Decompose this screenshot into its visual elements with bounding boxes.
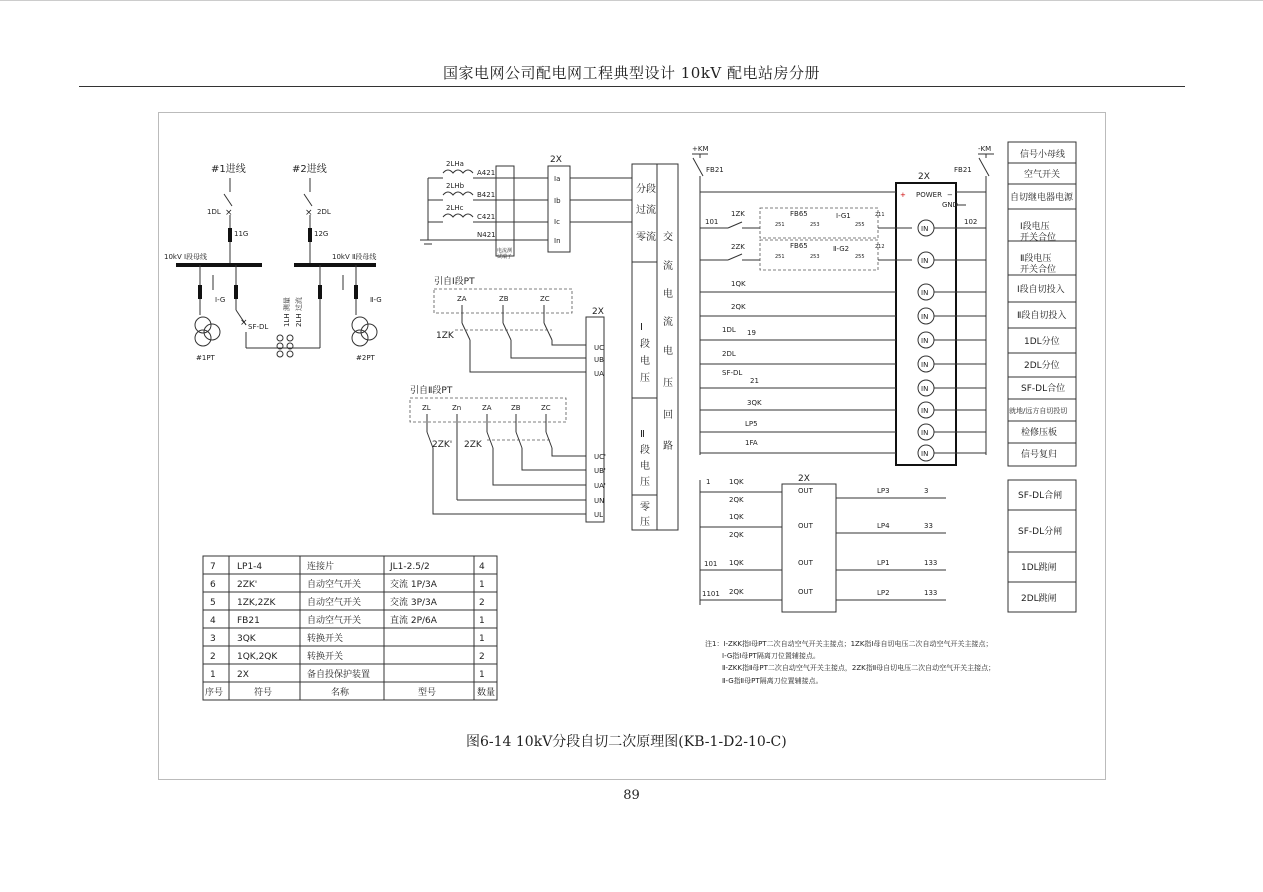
mid-col2-5: 压 bbox=[663, 378, 673, 389]
signal-column bbox=[1008, 142, 1076, 466]
wire-n421: N421 bbox=[477, 231, 496, 239]
in-9: IN bbox=[921, 429, 929, 437]
r3c0: 4 bbox=[210, 616, 216, 626]
ref-pt2: 引自Ⅱ段PT bbox=[410, 386, 453, 396]
mid-col2-2: 电 bbox=[663, 289, 673, 300]
mid-v2-0: Ⅱ bbox=[640, 429, 645, 440]
table-row bbox=[210, 632, 485, 644]
mid-col2-1: 流 bbox=[663, 261, 673, 272]
mid-v2-3: 压 bbox=[640, 477, 650, 488]
notes bbox=[705, 639, 995, 685]
current-block-label: 2X bbox=[550, 155, 562, 165]
svg-text:−: − bbox=[947, 191, 953, 199]
num-133a: 133 bbox=[924, 559, 938, 567]
header-title: 国家电网公司配电网工程典型设计 10kV 配电站房分册 bbox=[442, 64, 821, 82]
r0c4: 4 bbox=[479, 562, 485, 572]
out-qk1a: 1QK bbox=[729, 478, 744, 486]
in-3: IN bbox=[921, 289, 929, 297]
input-ia: Ia bbox=[554, 175, 561, 183]
r1c4: 1 bbox=[479, 580, 485, 590]
phase2-zn: Zn bbox=[452, 404, 462, 412]
t255b: 255 bbox=[855, 254, 865, 260]
t251b: 251 bbox=[775, 254, 785, 260]
out-n1101: 1101 bbox=[702, 590, 720, 598]
num-3: 3 bbox=[924, 487, 929, 495]
ct-2lhb: 2LHb bbox=[446, 182, 465, 190]
in-2: IN bbox=[921, 257, 929, 265]
dc-block-label: 2X bbox=[918, 172, 930, 182]
out-1: OUT bbox=[798, 487, 813, 495]
signal-7: 1DL分位 bbox=[1024, 337, 1060, 347]
table-row bbox=[210, 668, 485, 680]
dc-circuit bbox=[692, 145, 994, 465]
mid-col1-1: 过流 bbox=[636, 205, 656, 216]
svg-text:+: + bbox=[900, 191, 906, 199]
primary-one-line bbox=[164, 162, 382, 362]
pt1-label: #1PT bbox=[196, 354, 215, 362]
svg-text:×: × bbox=[225, 208, 233, 218]
fb65-1: FB65 bbox=[790, 210, 808, 218]
num-33: 33 bbox=[924, 522, 933, 530]
mid-col2-0: 交 bbox=[663, 232, 673, 243]
input-ub2: UB' bbox=[594, 467, 606, 475]
out-3: OUT bbox=[798, 559, 813, 567]
signal-8: 2DL分位 bbox=[1024, 361, 1060, 371]
in-5: IN bbox=[921, 337, 929, 345]
node-102: 102 bbox=[964, 218, 978, 226]
phase1-za: ZA bbox=[457, 295, 467, 303]
svg-text:×: × bbox=[240, 318, 248, 328]
zk2-dc-label: 2ZK bbox=[731, 243, 745, 251]
r2c2: 自动空气开关 bbox=[307, 598, 362, 608]
pt2-transformer-icon bbox=[352, 317, 377, 346]
in-terminals bbox=[918, 220, 986, 461]
in-6: IN bbox=[921, 361, 929, 369]
voltage-block-label: 2X bbox=[592, 307, 604, 317]
zk1-dc-label: 1ZK bbox=[731, 210, 745, 218]
r4c4: 1 bbox=[479, 634, 485, 644]
ct-label-2: 2LH 过流 bbox=[295, 297, 303, 327]
wire-a421: A421 bbox=[477, 169, 496, 177]
r0c3: JL1-2.5/2 bbox=[390, 562, 430, 572]
voltage-circuit bbox=[410, 275, 606, 522]
r4c1: 3QK bbox=[237, 634, 256, 644]
input-in: In bbox=[554, 237, 561, 245]
lp3: LP3 bbox=[877, 487, 890, 495]
table-row bbox=[210, 560, 485, 572]
signal-9: SF-DL合位 bbox=[1021, 384, 1066, 394]
table-row bbox=[210, 596, 485, 608]
qk3-dc: 3QK bbox=[747, 399, 762, 407]
wire-b421: B421 bbox=[477, 191, 496, 199]
dl1-dc: 1DL bbox=[722, 326, 736, 334]
zk2p-label: 2ZK' bbox=[432, 440, 453, 450]
th1: 符号 bbox=[254, 688, 273, 698]
qk1-dc: 1QK bbox=[731, 280, 746, 288]
out-block-label: 2X bbox=[798, 474, 810, 484]
signal-12: 信号复归 bbox=[1021, 450, 1058, 460]
r2c4: 2 bbox=[479, 598, 485, 608]
signal-6: Ⅱ段自切投入 bbox=[1017, 311, 1067, 321]
r4c0: 3 bbox=[210, 634, 216, 644]
r1c2: 自动空气开关 bbox=[307, 580, 362, 590]
out-qk1c: 1QK bbox=[729, 559, 744, 567]
fb65-2: FB65 bbox=[790, 242, 808, 250]
lp2: LP2 bbox=[877, 589, 890, 597]
bus2-label: 10kV Ⅱ段母线 bbox=[332, 253, 377, 261]
dc-pos: +KM bbox=[692, 145, 709, 153]
out-qk2b: 2QK bbox=[729, 531, 744, 539]
num-133b: 133 bbox=[924, 589, 938, 597]
r3c2: 自动空气开关 bbox=[307, 616, 362, 626]
t253a: 253 bbox=[810, 222, 820, 228]
ac-label-column bbox=[632, 164, 678, 530]
signal-2: 自切继电器电源 bbox=[1010, 193, 1074, 203]
signal-11: 检修压板 bbox=[1021, 428, 1058, 438]
signal-3: Ⅰ段电压开关合位 bbox=[1020, 222, 1057, 243]
phase1-zc: ZC bbox=[540, 295, 550, 303]
mid-col2-4: 电 bbox=[663, 346, 673, 357]
out-label-1: SF-DL分闸 bbox=[1018, 527, 1063, 537]
t21: 21 bbox=[750, 377, 759, 385]
signal-4: Ⅱ段电压开关合位 bbox=[1020, 254, 1057, 275]
power-label: POWER bbox=[916, 191, 942, 199]
lp5-dc: LP5 bbox=[745, 420, 758, 428]
in-4: IN bbox=[921, 313, 929, 321]
out-qk2a: 2QK bbox=[729, 496, 744, 504]
g12-label: 12G bbox=[314, 230, 329, 238]
table-row bbox=[210, 650, 485, 662]
phase2-zl: ZL bbox=[422, 404, 431, 412]
ig-label: Ⅰ-G bbox=[215, 296, 226, 304]
input-uc2: UC' bbox=[594, 453, 606, 461]
out-qk1b: 1QK bbox=[729, 513, 744, 521]
out-n101: 101 bbox=[704, 560, 718, 568]
dc-input-rows bbox=[700, 280, 896, 453]
mid-col1-2: 零流 bbox=[636, 232, 656, 243]
sfdl-label: SF-DL bbox=[248, 323, 269, 331]
out-label-2: 1DL跳闸 bbox=[1021, 563, 1057, 573]
pt2-label: #2PT bbox=[356, 354, 375, 362]
signal-1: 空气开关 bbox=[1024, 170, 1061, 180]
t211: 211 bbox=[875, 212, 885, 218]
node-101: 101 bbox=[705, 218, 719, 226]
r1c1: 2ZK' bbox=[237, 580, 258, 590]
g1-label: Ⅰ-G1 bbox=[836, 212, 851, 220]
r2c1: 1ZK,2ZK bbox=[237, 598, 276, 608]
r1c0: 6 bbox=[210, 580, 216, 590]
input-ub: UB bbox=[594, 356, 604, 364]
fb21-right: FB21 bbox=[954, 166, 972, 174]
mid-v1-3: 压 bbox=[640, 373, 650, 384]
note-1: Ⅰ-G指Ⅰ母PT隔离刀位置辅接点。 bbox=[722, 652, 820, 660]
r3c3: 直流 2P/6A bbox=[390, 616, 437, 626]
th2: 名称 bbox=[331, 688, 350, 698]
input-ua: UA bbox=[594, 370, 604, 378]
mid-v2-2: 电 bbox=[640, 461, 650, 472]
dl2-dc: 2DL bbox=[722, 350, 736, 358]
mid-v1-0: Ⅰ bbox=[640, 322, 643, 333]
in-7: IN bbox=[921, 385, 929, 393]
wire-c421: C421 bbox=[477, 213, 496, 221]
r3c4: 1 bbox=[479, 616, 485, 626]
sfdl-dc: SF-DL bbox=[722, 369, 743, 377]
r4c2: 转换开关 bbox=[307, 634, 344, 644]
phase1-zb: ZB bbox=[499, 295, 509, 303]
t251a: 251 bbox=[775, 222, 785, 228]
th4: 数量 bbox=[477, 688, 496, 698]
r5c2: 转换开关 bbox=[307, 652, 344, 662]
out-2: OUT bbox=[798, 522, 813, 530]
input-ic: Ic bbox=[554, 218, 560, 226]
r6c0: 1 bbox=[210, 670, 216, 680]
th3: 型号 bbox=[418, 688, 437, 698]
in-8: IN bbox=[921, 407, 929, 415]
signal-0: 信号小母线 bbox=[1020, 150, 1066, 160]
dl2-label: 2DL bbox=[317, 208, 331, 216]
zk2-label: 2ZK bbox=[464, 440, 482, 450]
r6c4: 1 bbox=[479, 670, 485, 680]
terminal-note: 电流测试端子 bbox=[497, 248, 513, 260]
r5c0: 2 bbox=[210, 652, 216, 662]
r0c0: 7 bbox=[210, 562, 216, 572]
figure-caption: 图6-14 10kV分段自切二次原理图(KB-1-D2-10-C) bbox=[466, 734, 787, 750]
iig-label: Ⅱ-G bbox=[370, 296, 382, 304]
ct-label-1: 1LH 测量 bbox=[283, 297, 291, 327]
r0c2: 连接片 bbox=[307, 562, 335, 572]
input-ul: UL bbox=[594, 511, 604, 519]
t19: 19 bbox=[747, 329, 756, 337]
table-header-row bbox=[205, 686, 495, 698]
in-1: IN bbox=[921, 225, 929, 233]
r1c3: 交流 1P/3A bbox=[390, 580, 437, 590]
lp1: LP1 bbox=[877, 559, 890, 567]
table-row bbox=[210, 614, 485, 626]
lp4: LP4 bbox=[877, 522, 890, 530]
dc-neg: -KM bbox=[978, 145, 992, 153]
note-3: Ⅱ-G指Ⅱ母PT隔离刀位置辅接点。 bbox=[722, 677, 823, 685]
t212: 212 bbox=[875, 244, 885, 250]
r6c1: 2X bbox=[237, 670, 249, 680]
svg-text:×: × bbox=[305, 208, 313, 218]
mid-col2-7: 路 bbox=[663, 441, 673, 452]
r0c1: LP1-4 bbox=[237, 562, 263, 572]
g2-label: Ⅱ-G2 bbox=[833, 245, 850, 253]
pt1-transformer-icon bbox=[195, 317, 220, 346]
g11-label: 11G bbox=[234, 230, 249, 238]
note-0: 注1：Ⅰ-ZKK指Ⅰ母PT二次自动空气开关主接点；1ZK指Ⅰ母自切电压二次自动空气开关主接点； bbox=[705, 640, 993, 648]
fa1-dc: 1FA bbox=[745, 439, 758, 447]
incoming2-label: #2进线 bbox=[292, 164, 327, 175]
input-uc: UC bbox=[594, 344, 605, 352]
fb21-left: FB21 bbox=[706, 166, 724, 174]
in-10: IN bbox=[921, 450, 929, 458]
t255a: 255 bbox=[855, 222, 865, 228]
out-label-3: 2DL跳闸 bbox=[1021, 594, 1057, 604]
mid-col1-0: 分段 bbox=[636, 184, 656, 195]
zk1-label: 1ZK bbox=[436, 331, 454, 341]
ref-pt1: 引自Ⅰ段PT bbox=[434, 277, 475, 287]
mid-zero-0: 零 bbox=[640, 502, 650, 513]
gnd-label: GND bbox=[942, 201, 959, 209]
r2c3: 交流 3P/3A bbox=[390, 598, 437, 608]
phase2-zb: ZB bbox=[511, 404, 521, 412]
t253b: 253 bbox=[810, 254, 820, 260]
input-un: UN bbox=[594, 497, 605, 505]
ct-2lhc: 2LHc bbox=[446, 204, 464, 212]
out-4: OUT bbox=[798, 588, 813, 596]
ct-2lha: 2LHa bbox=[446, 160, 464, 168]
input-ib: Ib bbox=[554, 197, 561, 205]
mid-col2-6: 回 bbox=[663, 410, 673, 421]
phase2-zc: ZC bbox=[541, 404, 551, 412]
signal-5: Ⅰ段自切投入 bbox=[1017, 285, 1065, 295]
r2c0: 5 bbox=[210, 598, 216, 608]
dl1-label: 1DL bbox=[207, 208, 221, 216]
page-number: 89 bbox=[623, 788, 640, 803]
r6c2: 备自投保护装置 bbox=[307, 670, 371, 680]
out-n1: 1 bbox=[706, 478, 711, 486]
note-2: Ⅱ-ZKK指Ⅱ母PT二次自动空气开关主接点，2ZK指Ⅱ母自切电压二次自动空气开关主接点； bbox=[722, 664, 996, 672]
bus1-label: 10kV Ⅰ段母线 bbox=[164, 253, 208, 261]
incoming1-label: #1进线 bbox=[211, 164, 246, 175]
mid-v1-1: 段 bbox=[640, 339, 650, 350]
out-label-0: SF-DL合闸 bbox=[1018, 491, 1063, 501]
output-circuit bbox=[700, 474, 1076, 612]
out-qk2c: 2QK bbox=[729, 588, 744, 596]
mid-v2-1: 段 bbox=[640, 445, 650, 456]
qk2-dc: 2QK bbox=[731, 303, 746, 311]
current-circuit bbox=[420, 155, 632, 260]
parts-table bbox=[203, 556, 497, 700]
mid-col2-3: 流 bbox=[663, 317, 673, 328]
phase2-za: ZA bbox=[482, 404, 492, 412]
input-ua2: UA' bbox=[594, 482, 606, 490]
th0: 序号 bbox=[205, 688, 224, 698]
r5c1: 1QK,2QK bbox=[237, 652, 278, 662]
r5c4: 2 bbox=[479, 652, 485, 662]
r3c1: FB21 bbox=[237, 616, 260, 626]
mid-v1-2: 电 bbox=[640, 356, 650, 367]
signal-10: 就地/远方自切投切 bbox=[1009, 407, 1068, 415]
mid-zero-1: 压 bbox=[640, 517, 650, 528]
table-row bbox=[210, 578, 485, 590]
